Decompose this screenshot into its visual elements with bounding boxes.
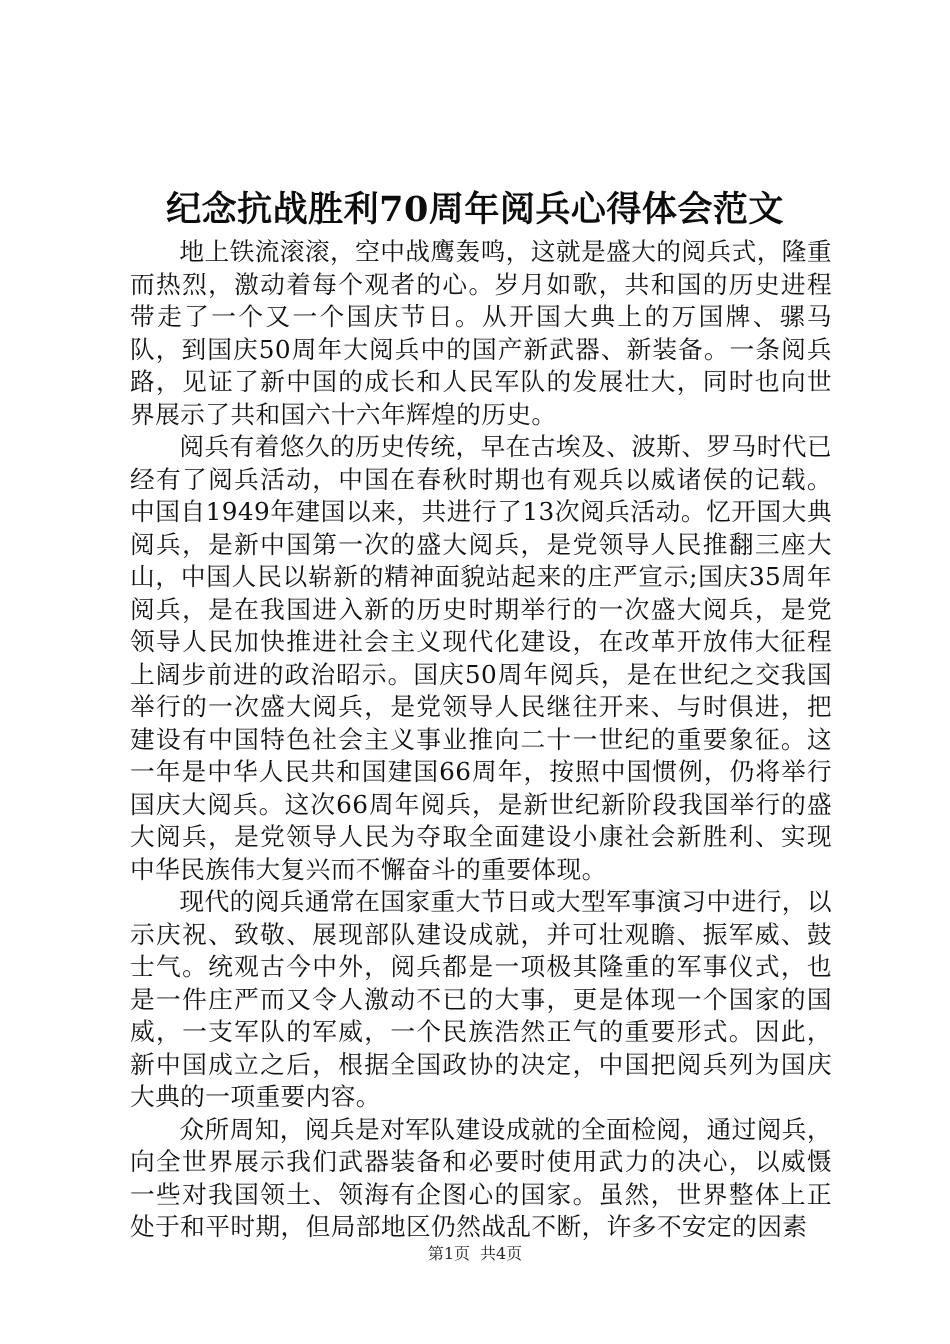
document-title: 纪念抗战胜利70周年阅兵心得体会范文 [166,189,784,230]
paragraph-2: 阅兵有着悠久的历史传统，早在古埃及、波斯、罗马时代已经有了阅兵活动，中国在春秋时期也有观兵以威诸侯的记载。中国自1949年建国以来，共进行了13次阅兵活动。忆开国大典阅兵，是新中国第一次的盛大阅兵，是党领导人民推翻三座大山，中国人民以崭新的精神面貌站起来的庄严宣示;国庆35周年阅兵，是在我国进入新的历史时期举行的一次盛大阅兵，是党领导人民加快推进社会主义现代化建设，在改革开放伟大征程上阔步前进的政治昭示。国庆50周年阅兵，是在世纪之交我国举行的一次盛大阅兵，是党领导人民继往开来、与时俱进，把建设有中国特色社会主义事业推向二十一世纪的重要象征。这一年是中华人民共和国建国66周年，按照中国惯例，仍将举行国庆大阅兵。这次66周年阅兵，是新世纪新阶段我国举行的盛大阅兵，是党领导人民为夺取全面建设小康社会新胜利、实现中华民族伟大复兴而不懈奋斗的重要体现。 [130,432,832,884]
page-number-total: 共4页 [480,1244,523,1263]
page-footer [0,1243,950,1265]
paragraph-1: 地上铁流滚滚，空中战鹰轰鸣，这就是盛大的阅兵式，隆重而热烈，激动着每个观者的心。岁月如歌，共和国的历史进程带走了一个又一个国庆节日。从开国大典上的万国牌、骡马队，到国庆50周年大阅兵中的国产新武器、新装备。一条阅兵路，见证了新中国的成长和人民军队的发展壮大，同时也向世界展示了共和国六十六年辉煌的历史。 [130,237,832,429]
paragraph-3: 现代的阅兵通常在国家重大节日或大型军事演习中进行，以示庆祝、致敬、展现部队建设成就，并可壮观瞻、振军威、鼓士气。统观古今中外，阅兵都是一项极其隆重的军事仪式，也是一件庄严而又令人激动不已的大事，更是体现一个国家的国威，一支军队的军威，一个民族浩然正气的重要形式。因此，新中国成立之后，根据全国政协的决定，中国把阅兵列为国庆大典的一项重要内容。 [130,887,832,1111]
page-number-current: 第1页 [427,1244,470,1263]
document-body [130,236,832,1244]
paragraph-4: 众所周知，阅兵是对军队建设成就的全面检阅，通过阅兵，向全世界展示我们武器装备和必要时使用武力的决心，以威慑一些对我国领土、领海有企图心的国家。虽然，世界整体上正处于和平时期，但局部地区仍然战乱不断，许多不安定的因素 [130,1114,832,1241]
